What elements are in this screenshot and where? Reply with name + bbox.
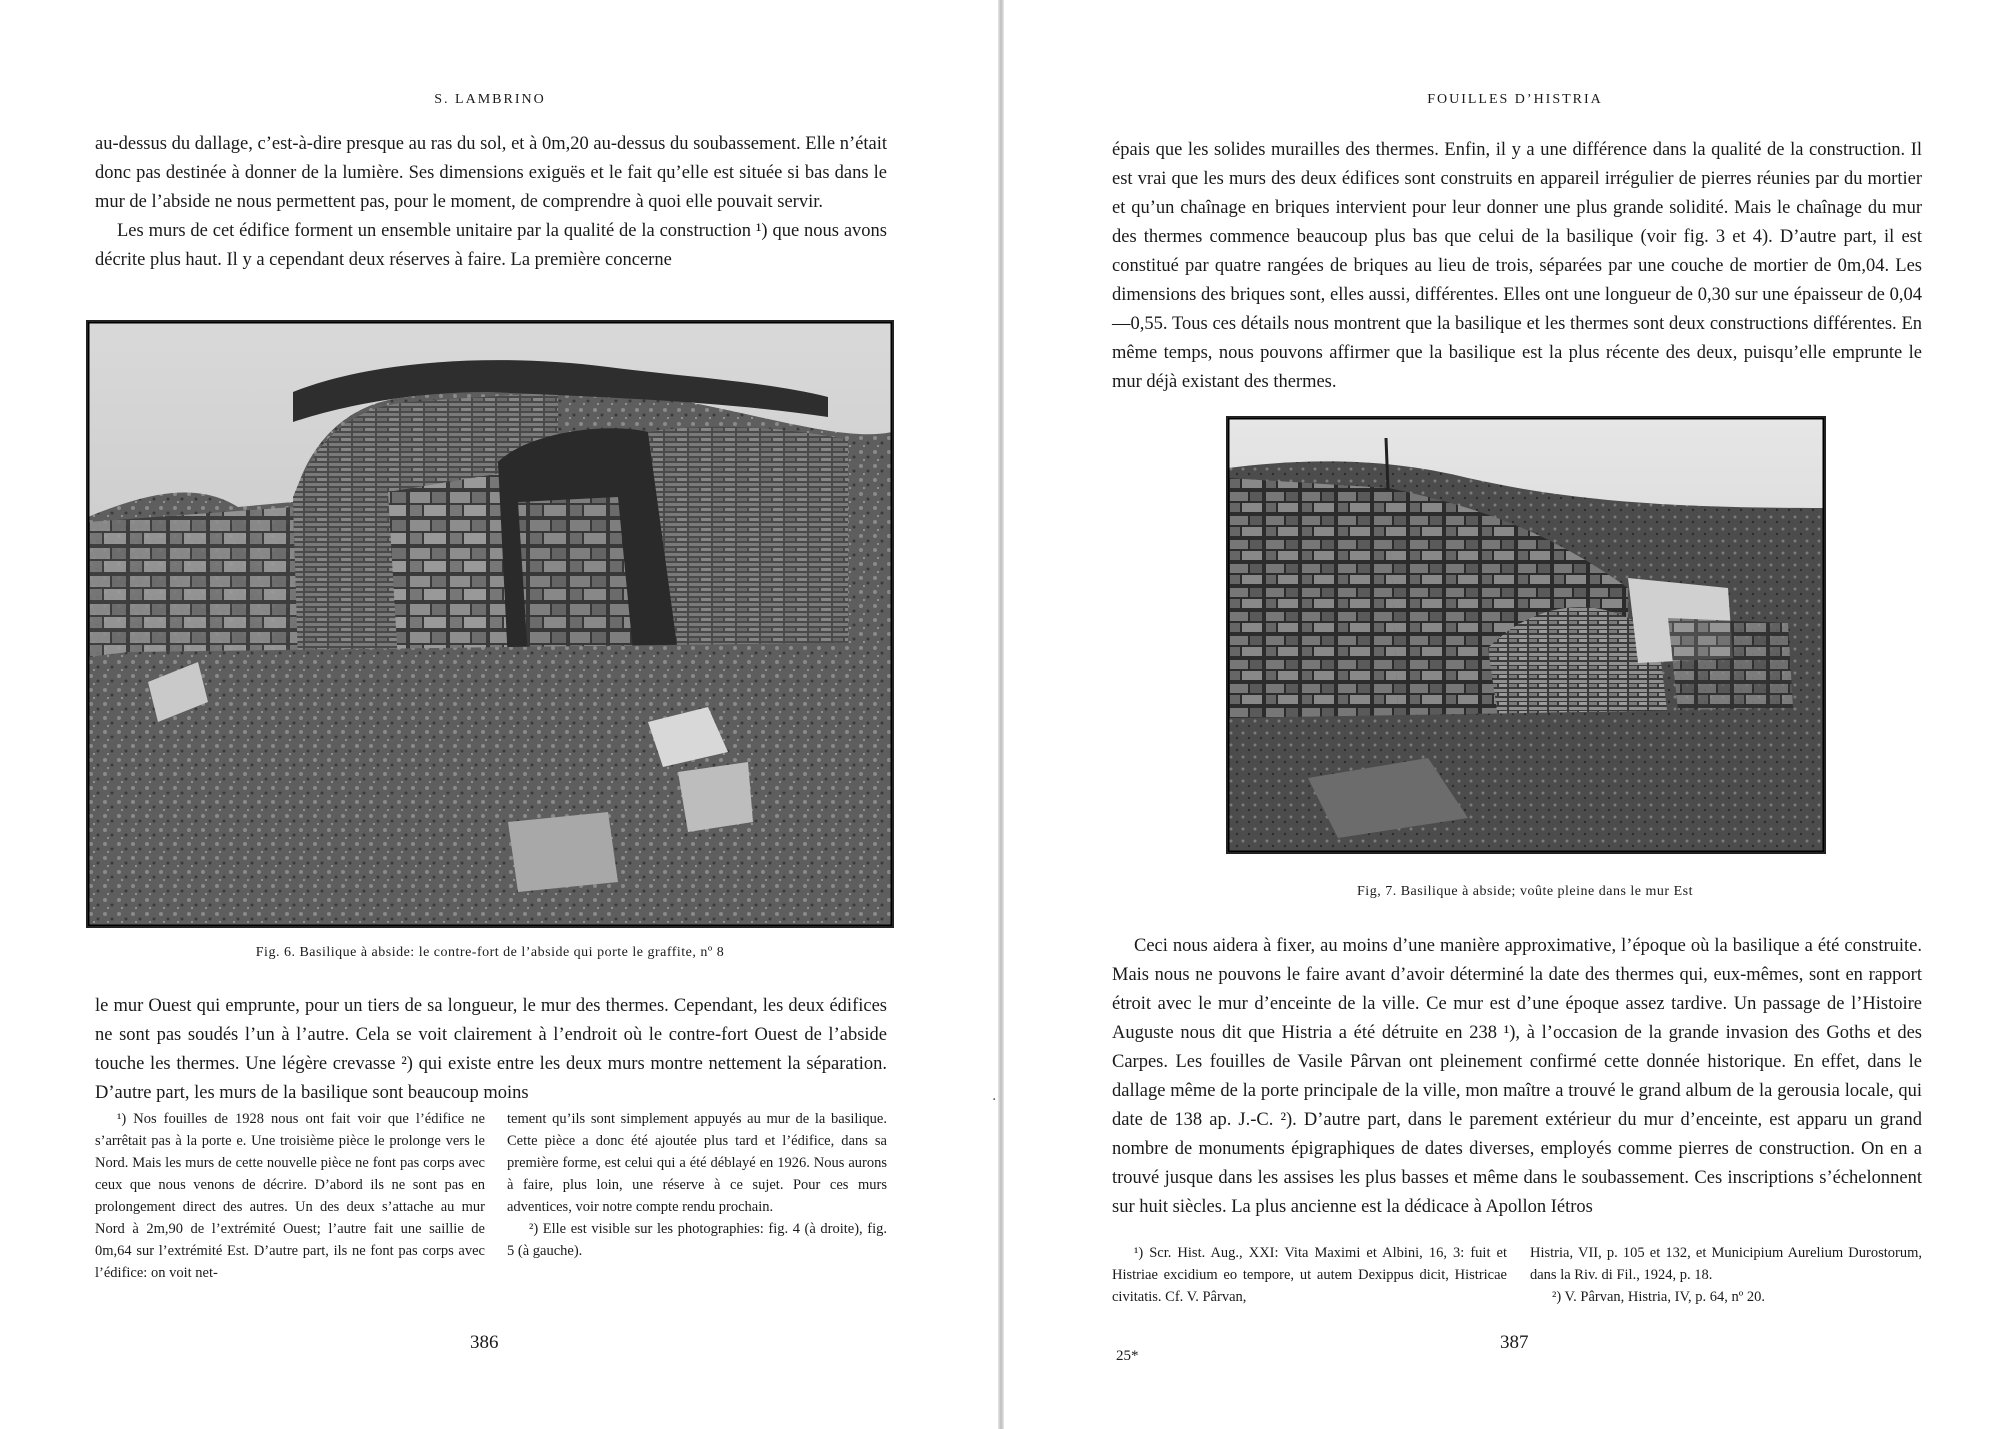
left-footnote-column-2 xyxy=(507,1108,887,1262)
signature-mark: 25* xyxy=(1116,1348,1139,1364)
left-footnote-column-1 xyxy=(95,1108,485,1284)
left-text-block-bottom xyxy=(95,992,887,1108)
page-number-right: 387 xyxy=(1500,1332,1529,1353)
stray-mark: · xyxy=(992,1092,997,1108)
figure-7-caption: Fig, 7. Basilique à abside; voûte pleine dans le mur Est xyxy=(1357,884,1693,899)
left-footnote-1-continued: tement qu’ils sont simplement appuyés au mur de la basilique. Cette pièce a donc été ajoutée plus tard et l’édifice, dans sa première forme, est celui qui a été déblayé en 1926. Nous aurons à faire, plus loin, une réserve à ce sujet. Pour ces murs adventices, voir notre compte rendu prochain. xyxy=(507,1111,887,1215)
right-footnote-column-2 xyxy=(1530,1242,1922,1308)
right-text-block-bottom xyxy=(1112,932,1922,1222)
right-paragraph-1: épais que les solides murailles des thermes. Enfin, il y a une différence dans la qualité de la construction. Il est vrai que les murs des deux édifices sont construits en appareil irrégulier de pierres réunies par du mortier et qu’un chaînage en briques intervient pour leur donner une plus grande solidité. Mais le chaînage du mur des thermes commence beaucoup plus bas que celui de la basilique (voir fig. 3 et 4). D’autre part, il est constitué par quatre rangées de briques au lieu de trois, séparées par une couche de mortier de 0m,04. Les dimensions des briques sont, elles aussi, différentes. Elles ont une longueur de 0,30 sur une épaisseur de 0,04—0,55. Tous ces détails nous montrent que la basilique et les thermes sont deux constructions différentes. En même temps, nous pouvons affirmer que la basilique est la plus récente des deux, puisqu’elle emprunte le mur déjà existant des thermes. xyxy=(1112,140,1922,392)
running-head-right: FOUILLES D’HISTRIA xyxy=(1427,92,1603,107)
figure-6-photo xyxy=(86,320,894,928)
right-paragraph-2: Ceci nous aidera à fixer, au moins d’une manière approximative, l’époque où la basilique a été construite. Mais nous ne pouvons le faire avant d’avoir déterminé la date des thermes qui, eux-mêmes, sont en rapport étroit avec le mur d’enceinte de la ville. Ce mur est d’une époque assez tardive. Un passage de l’Histoire Auguste nous dit que Histria a été détruite en 238 ¹), à l’occasion de la grande invasion des Goths et des Carpes. Les fouilles de Vasile Pârvan ont pleinement confirmé cette donnée historique. En effet, dans le dallage même de la porte principale de la ville, mon maître a trouvé le grand album de la gerousia locale, qui date de 138 ap. J.-C. ²). D’autre part, dans le parement extérieur du mur d’enceinte, est apparu un grand nombre de monuments épigraphiques de dates diverses, employés comme pierres de construction. On en a trouvé jusque dans les assises les plus basses et même dans le soubassement. Ces inscriptions s’échelonnent sur huit siècles. La plus ancienne est la dédicace à Apollon Iétros xyxy=(1112,936,1922,1217)
page-number-left: 386 xyxy=(470,1332,499,1353)
left-footnote-2: ²) Elle est visible sur les photographies: fig. 4 (à droite), fig. 5 (à gauche). xyxy=(507,1221,887,1259)
right-page xyxy=(1000,0,2000,1429)
right-footnote-1: ¹) Scr. Hist. Aug., XXI: Vita Maximi et Albini, 16, 3: fuit et Histriae excidium eo tempore, ut autem Dexippus dicit, Histricae civitatis. Cf. V. Pârvan, xyxy=(1112,1245,1507,1305)
right-footnote-column-1 xyxy=(1112,1242,1507,1308)
right-footnote-2: ²) V. Pârvan, Histria, IV, p. 64, nº 20. xyxy=(1552,1289,1766,1305)
right-text-block-top xyxy=(1112,136,1922,397)
left-footnote-1: ¹) Nos fouilles de 1928 nous ont fait voir que l’édifice ne s’arrêtait pas à la porte e. Une troisième pièce le prolonge vers le Nord. Mais les murs de cette nouvelle pièce ne font pas corps avec ceux que nous venons de décrire. D’abord ils ne sont pas en prolongement direct des autres. Un des deux s’attache au mur Nord à 2m,90 de l’extrémité Ouest; l’autre fait une saillie de 0m,64 sur l’extrémité Est. D’autre part, ils ne font pas corps avec l’édifice: on voit net- xyxy=(95,1111,485,1281)
right-footnotes xyxy=(1112,1242,1922,1322)
left-footnotes xyxy=(95,1108,887,1308)
left-paragraph-3: le mur Ouest qui emprunte, pour un tiers de sa longueur, le mur des thermes. Cependant, les deux édifices ne sont pas soudés l’un à l’autre. Cela se voit clairement à l’endroit où le contre-fort Ouest de l’abside touche les thermes. Une légère crevasse ²) qui existe entre les deux murs montre nettement la séparation. D’autre part, les murs de la basilique sont beaucoup moins xyxy=(95,996,887,1103)
left-paragraph-2: Les murs de cet édifice forment un ensemble unitaire par la qualité de la construction ¹) que nous avons décrite plus haut. Il y a cependant deux réserves à faire. La première concerne xyxy=(95,221,887,270)
ruins-apse-photo xyxy=(88,322,892,926)
running-head-left: S. LAMBRINO xyxy=(434,92,546,107)
figure-7-photo xyxy=(1226,416,1826,854)
right-footnote-1-continued: Histria, VII, p. 105 et 132, et Municipium Aurelium Durostorum, dans la Riv. di Fil., 1924, p. 18. xyxy=(1530,1245,1922,1283)
vault-wall-photo xyxy=(1228,418,1824,852)
left-text-block-top xyxy=(95,130,887,275)
figure-6-caption: Fig. 6. Basilique à abside: le contre-fort de l’abside qui porte le graffite, nº 8 xyxy=(255,945,725,960)
left-paragraph-1: au-dessus du dallage, c’est-à-dire presque au ras du sol, et à 0m,20 au-dessus du soubassement. Elle n’était donc pas destinée à donner de la lumière. Ses dimensions exiguës et le fait qu’elle est située si bas dans le mur de l’abside ne nous permettent pas, pour le moment, de comprendre à quoi elle pouvait servir. xyxy=(95,134,887,212)
